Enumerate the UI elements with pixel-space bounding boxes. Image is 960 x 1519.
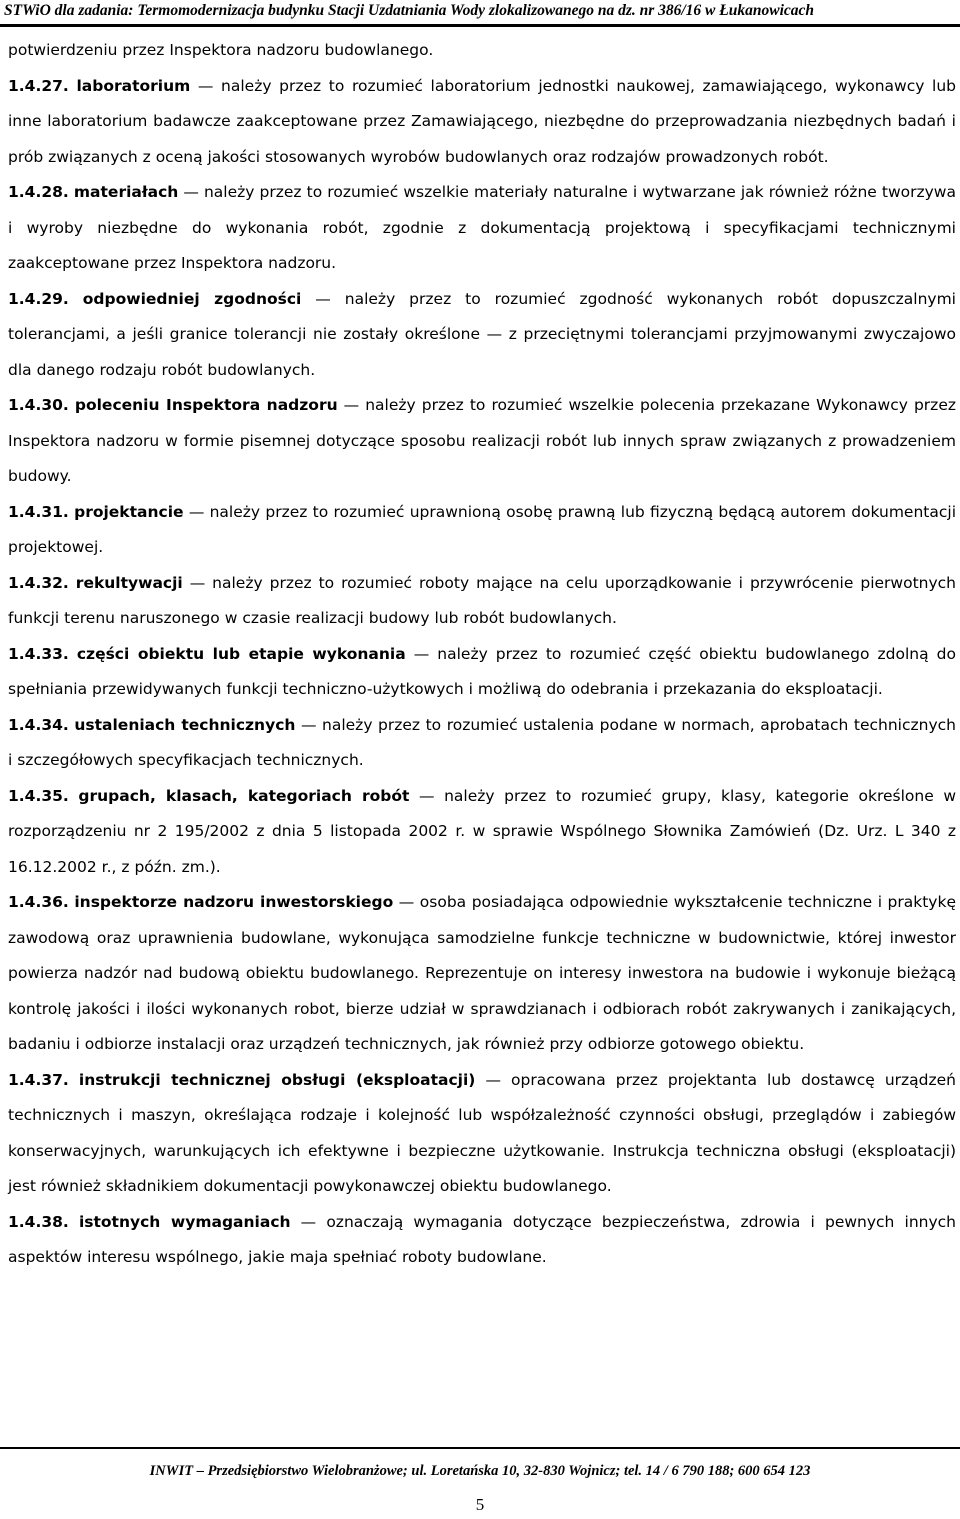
page-footer: INWIT – Przedsiębiorstwo Wielobranżowe; ul. Loretańska 10, 32-830 Wojnicz; tel. 14 / 6 790 188; 600 654 123 bbox=[149, 1463, 811, 1479]
definition-term: projektancie bbox=[74, 502, 184, 521]
definition-text: oznaczają wymagania dotyczące bezpieczeństwa, zdrowia i pewnych innych aspektów interesu wspólnego, jakie maja spełniać roboty budowlane. bbox=[8, 1212, 956, 1266]
definition-term: grupach, klasach, kategoriach robót bbox=[78, 786, 410, 805]
definition-item: 1.4.35. grupach, klasach, kategoriach robót — należy przez to rozumieć grupy, klasy, kategorie określone w rozporządzeniu nr 2 195/2002 z dnia 5 listopada 2002 r. w sprawie Wspólnego Słownika Zamówień (Dz. Urz. L 340 z 16.12.2002 r., z późn. zm.). bbox=[8, 786, 957, 876]
definition-term: rekultywacji bbox=[75, 573, 183, 592]
definition-item: 1.4.37. instrukcji technicznej obsługi (eksploatacji) — opracowana przez projektanta lub dostawcę urządzeń technicznych i maszyn, określająca rodzaje i kolejność lub współzależność czynności obsługi, przeglądów i zabiegów konserwacyjnych, warunkujących ich efektywne i bezpieczne użytkowanie. Instrukcja techniczna obsługi (eksploatacji) jest również składnikiem dokumentacji powykonawczej obiektu budowlanego. bbox=[8, 1070, 957, 1195]
definition-item: 1.4.30. poleceniu Inspektora nadzoru — należy przez to rozumieć wszelkie polecenia przekazane Wykonawcy przez Inspektora nadzoru w formie pisemnej dotyczące sposobu realizacji robót lub innych spraw związanych z prowadzeniem budowy. bbox=[8, 396, 956, 485]
definition-text: należy przez to rozumieć zgodność wykonanych robót dopuszczalnymi tolerancjami, a jeśli granice tolerancji nie zostały określone — z przeciętnymi tolerancjami przyjmowanymi zwyczajowo dla danego rodzaju robót budowlanych. bbox=[8, 289, 956, 379]
definition-number: 1.4.28. bbox=[8, 183, 69, 201]
intro-paragraph: potwierdzeniu przez Inspektora nadzoru budowlanego. bbox=[8, 41, 434, 59]
definition-term: odpowiedniej zgodności bbox=[82, 289, 302, 308]
definitions-list bbox=[8, 69, 956, 1276]
definition-term: instrukcji technicznej obsługi (eksploatacji) bbox=[78, 1070, 476, 1089]
definition-number: 1.4.37. bbox=[8, 1070, 69, 1089]
definition-text: należy przez to rozumieć ustalenia podane w normach, aprobatach technicznych i szczegółowych specyfikacjach technicznych. bbox=[8, 715, 956, 769]
document-body bbox=[8, 33, 956, 1276]
definition-term: laboratorium bbox=[76, 76, 191, 95]
definition-text: osoba posiadająca odpowiednie wykształcenie techniczne i praktykę zawodową oraz uprawnienia budowlane, wykonująca samodzielne funkcje techniczne w budownictwie, której inwestor powierza nadzór nad budową obiektu budowlanego. Reprezentuje on interesy inwestora na budowie i wykonuje bieżącą kontrolę jakości i ilości wykonanych robot, bierze udział w sprawdzianach i odbiorach robót zakrywanych i zanikających, badaniu i odbiorze instalacji oraz urządzeń technicznych, jak również przy odbiorze gotowego obiektu. bbox=[8, 893, 956, 1053]
definition-item: 1.4.29. odpowiedniej zgodności — należy przez to rozumieć zgodność wykonanych robót dopuszczalnymi tolerancjami, a jeśli granice tolerancji nie zostały określone — z przeciętnymi tolerancjami przyjmowanymi zwyczajowo dla danego rodzaju robót budowlanych. bbox=[8, 289, 956, 379]
definition-number: 1.4.29. bbox=[8, 289, 69, 308]
definition-number: 1.4.38. bbox=[8, 1212, 69, 1231]
definition-item: 1.4.32. rekultywacji — należy przez to rozumieć roboty mające na celu uporządkowanie i przywrócenie pierwotnych funkcji terenu naruszonego w czasie realizacji budowy lub robót budowlanych. bbox=[8, 573, 957, 627]
definition-term: ustaleniach technicznych bbox=[74, 715, 296, 734]
definition-text: należy przez to rozumieć laboratorium jednostki naukowej, zamawiającego, wykonawcy lub inne laboratorium badawcze zaakceptowane przez Zamawiającego, niezbędne do przeprowadzania niezbędnych badań i prób związanych z oceną jakości stosowanych wyrobów budowlanych oraz rodzajów prowadzonych robót. bbox=[8, 76, 957, 166]
definition-term: istotnych wymaganiach bbox=[78, 1212, 291, 1231]
definition-text: należy przez to rozumieć wszelkie materiały naturalne i wytwarzane jak również różne tworzywa i wyroby niezbędne do wykonania robót, zgodnie z dokumentacją projektową i specyfikacjami technicznymi zaakceptowane przez Inspektora nadzoru. bbox=[8, 183, 956, 272]
definition-item: 1.4.36. inspektorze nadzoru inwestorskiego — osoba posiadająca odpowiednie wykształcenie techniczne i praktykę zawodową oraz uprawnienia budowlane, wykonująca samodzielne funkcje techniczne w budownictwie, której inwestor powierza nadzór nad budową obiektu budowlanego. Reprezentuje on interesy inwestora na budowie i wykonuje bieżącą kontrolę jakości i ilości wykonanych robot, bierze udział w sprawdzianach i odbiorach robót zakrywanych i zanikających, badaniu i odbiorze instalacji oraz urządzeń technicznych, jak również przy odbiorze gotowego obiektu. bbox=[8, 893, 956, 1053]
definition-text: należy przez to rozumieć część obiektu budowlanego zdolną do spełniania przewidywanych funkcji techniczno-użytkowych i możliwą do odebrania i przekazania do eksploatacji. bbox=[8, 644, 956, 698]
definition-text: należy przez to rozumieć roboty mające na celu uporządkowanie i przywrócenie pierwotnych funkcji terenu naruszonego w czasie realizacji budowy lub robót budowlanych. bbox=[8, 573, 957, 627]
definition-number: 1.4.32. bbox=[8, 573, 69, 592]
definition-number: 1.4.30. bbox=[8, 396, 69, 414]
definition-number: 1.4.31. bbox=[8, 502, 69, 521]
definition-term: części obiektu lub etapie wykonania bbox=[76, 644, 406, 663]
definition-term: inspektorze nadzoru inwestorskiego bbox=[74, 893, 394, 911]
definition-item: 1.4.33. części obiektu lub etapie wykonania — należy przez to rozumieć część obiektu budowlanego zdolną do spełniania przewidywanych funkcji techniczno-użytkowych i możliwą do odebrania i przekazania do eksploatacji. bbox=[8, 644, 956, 698]
definition-text: należy przez to rozumieć grupy, klasy, kategorie określone w rozporządzeniu nr 2 195/2002 z dnia 5 listopada 2002 r. w sprawie Wspólnego Słownika Zamówień (Dz. Urz. L 340 z 16.12.2002 r., z późn. zm.). bbox=[8, 786, 957, 876]
page-number: 5 bbox=[475, 1495, 485, 1514]
definition-item: 1.4.34. ustaleniach technicznych — należy przez to rozumieć ustalenia podane w normach, aprobatach technicznych i szczegółowych specyfikacjach technicznych. bbox=[8, 715, 956, 769]
definition-text: należy przez to rozumieć uprawnioną osobę prawną lub fizyczną będącą autorem dokumentacji projektowej. bbox=[8, 502, 957, 556]
definition-term: materiałach bbox=[73, 183, 179, 201]
definition-item: 1.4.31. projektancie — należy przez to rozumieć uprawnioną osobę prawną lub fizyczną będącą autorem dokumentacji projektowej. bbox=[8, 502, 957, 556]
definition-item: 1.4.28. materiałach — należy przez to rozumieć wszelkie materiały naturalne i wytwarzane jak również różne tworzywa i wyroby niezbędne do wykonania robót, zgodnie z dokumentacją projektową i specyfikacjami technicznymi zaakceptowane przez Inspektora nadzoru. bbox=[8, 183, 956, 272]
footer-divider bbox=[0, 1447, 960, 1449]
definition-text: należy przez to rozumieć wszelkie polecenia przekazane Wykonawcy przez Inspektora nadzoru w formie pisemnej dotyczące sposobu realizacji robót lub innych spraw związanych z prowadzeniem budowy. bbox=[8, 396, 956, 485]
definition-item: 1.4.27. laboratorium — należy przez to rozumieć laboratorium jednostki naukowej, zamawiającego, wykonawcy lub inne laboratorium badawcze zaakceptowane przez Zamawiającego, niezbędne do przeprowadzania niezbędnych badań i prób związanych z oceną jakości stosowanych wyrobów budowlanych oraz rodzajów prowadzonych robót. bbox=[8, 76, 957, 166]
page-header: STWiO dla zadania: Termomodernizacja budynku Stacji Uzdatniania Wody zlokalizowanego na dz. nr 386/16 w Łukanowicach bbox=[4, 2, 815, 19]
definition-number: 1.4.33. bbox=[8, 644, 69, 663]
definition-text: opracowana przez projektanta lub dostawcę urządzeń technicznych i maszyn, określająca rodzaje i kolejność lub współzależność czynności obsługi, przeglądów i zabiegów konserwacyjnych, warunkujących ich efektywne i bezpieczne użytkowanie. Instrukcja techniczna obsługi (eksploatacji) jest również składnikiem dokumentacji powykonawczej obiektu budowlanego. bbox=[8, 1070, 957, 1195]
header-divider bbox=[0, 24, 960, 27]
definition-number: 1.4.35. bbox=[8, 786, 69, 805]
definition-term: poleceniu Inspektora nadzoru bbox=[74, 396, 338, 414]
definition-number: 1.4.34. bbox=[8, 715, 69, 734]
definition-item: 1.4.38. istotnych wymaganiach — oznaczają wymagania dotyczące bezpieczeństwa, zdrowia i pewnych innych aspektów interesu wspólnego, jakie maja spełniać roboty budowlane. bbox=[8, 1212, 956, 1266]
definition-number: 1.4.36. bbox=[8, 893, 69, 911]
definition-number: 1.4.27. bbox=[8, 76, 69, 95]
